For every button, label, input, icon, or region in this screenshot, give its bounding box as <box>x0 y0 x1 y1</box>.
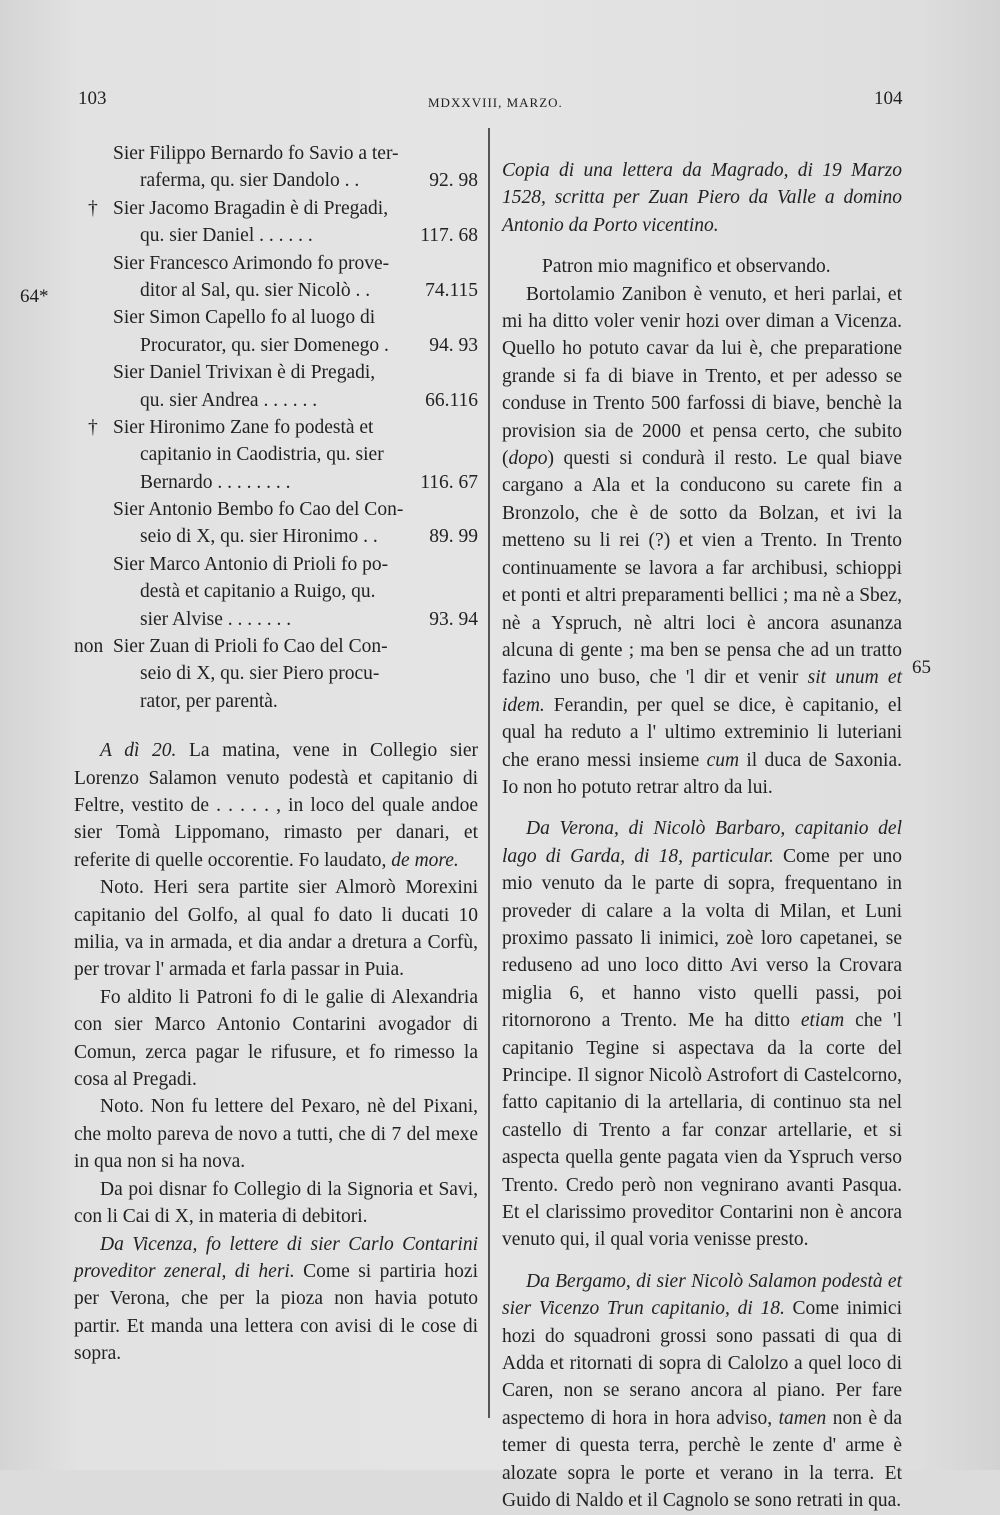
senator-line: Sier Jacomo Bragadin è di Pregadi, <box>113 197 389 219</box>
margin-note-left: 64* <box>20 286 49 307</box>
vote-count: 117. 68 <box>420 225 478 247</box>
senator-line: qu. sier Daniel . . . . . . <box>140 225 313 247</box>
senator-entry <box>100 304 478 359</box>
senator-line: Sier Marco Antonio di Prioli fo po- <box>113 553 389 575</box>
dagger-mark: † <box>88 197 98 219</box>
non-mark: non <box>74 636 104 658</box>
column-divider <box>488 128 490 1418</box>
senator-line: ditor al Sal, qu. sier Nicolò . . <box>140 279 371 301</box>
senator-entry <box>88 414 478 496</box>
letter-heading: Copia di una lettera da Magrado, di 19 Marzo 1528, scritta per Zuan Piero da Valle a domino Antonio da Porto vicentino. <box>502 160 902 236</box>
senator-line: sier Alvise . . . . . . . <box>140 608 292 630</box>
left-column <box>74 140 478 1368</box>
vote-count: 66.116 <box>425 389 478 411</box>
left-paragraph: Noto. Non fu lettere del Pexaro, nè del Pixani, che molto pareva de novo a tutti, che di 7 del mexe in qua non si ha nova. <box>74 1096 478 1173</box>
right-page-number: 104 <box>874 88 903 109</box>
vote-count: 74.115 <box>425 279 478 301</box>
left-paragraph: Da poi disnar fo Collegio di la Signoria et Savi, con li Cai di X, in materia di debitori. <box>74 1178 478 1228</box>
senator-line: destà et capitanio a Ruigo, qu. <box>140 581 376 603</box>
vote-count: 94. 93 <box>429 334 478 356</box>
vote-count: 89. 99 <box>429 526 478 548</box>
right-column <box>502 157 902 1515</box>
right-paragraph: Da Verona, di Nicolò Barbaro, capitanio del lago di Garda, di 18, particular. Come per uno mio venuto da le parte di sopra, frequentano in proveder di calare a la volta di Milan, et Luni proximo passato li inimici, zoè loro capetanei, se reduseno ad uno loco ditto Avi verso la Crovara miglia 6, et hanno visto quelli passi, poi ritornorono a Trento. Me ha ditto etiam che 'l capitanio Tegine si aspectava da la corte del Principe. Il signor Nicolò Astrofort di Castelcorno, fatto capitanio di la artellaria, di continuo sta nel castello di Trento a far conzar artellarie, et si aspecta quella gente pagata vien da Yspruch verso Trento. Credo però non vegnirano avanti Pasqua. Et el clarissimo proveditor Contarini non è ancora venuto qui, il qual voria venisse presto. <box>502 818 902 1251</box>
senator-line: Sier Francesco Arimondo fo prove- <box>113 252 390 274</box>
senator-line: raferma, qu. sier Dandolo . . <box>140 170 360 192</box>
senator-entry <box>100 140 478 195</box>
senator-line: rator, per parentà. <box>140 690 278 712</box>
left-paragraph: A dì 20. La matina, vene in Collegio sier Lorenzo Salamon venuto podestà et capitanio di Feltre, vestito de . . . . . , in loco del quale andoe sier Tomà Lippomano, rimasto per danari, et referite di quelle occorentie. Fo laudato, de more. <box>74 740 478 871</box>
senator-list <box>74 140 478 715</box>
running-title: MDXXVIII, MARZO. <box>428 95 563 110</box>
senator-entry <box>100 359 478 414</box>
senator-line: Sier Daniel Trivixan è di Pregadi, <box>113 362 376 384</box>
right-paragraph: Bortolamio Zanibon è venuto, et heri parlai, et mi ha ditto voler venir hozi over diman a Vicenza. Quello ho potuto cavar da lui è, che preparatione grande si fa di biave in Trento, et per adesso se conduse in Trento 500 farfossi di biave, benchè la provision sia de 2000 et pensa certo, che subito (dopo) questi si condurà il resto. Le qual biave cargano a Ala et la conducono su carete fin a Bronzolo, che è de sotto da Bolzan, et ivi la metteno su li rei (?) et vien a Trento. In Trento continuamente se lavora a far archibusi, schioppi et ponti et altri preparamenti bellici ; ma nè a Sbez, nè a Yspruch, nè altri loci è ancora asunanza alcuna di gente ; ma ben se pensa che ad un tratto fazino uno buso, che 'l dir et venir sit unum et idem. Ferandin, per quel se dice, è capitanio, el qual ha reduto a l' ultimo extreminio li luteriani che erano messi insieme cum il duca de Saxonia. Io non ho potuto retrar altro da lui. <box>502 283 902 798</box>
senator-line: seio di X, qu. sier Hironimo . . <box>140 526 378 548</box>
senator-line: Sier Antonio Bembo fo Cao del Con- <box>113 499 404 521</box>
senator-line: seio di X, qu. sier Piero procu- <box>140 663 380 685</box>
left-paragraph: Noto. Heri sera partite sier Almorò Morexini capitanio del Golfo, al qual fo dato li ducati 10 milia, va in armada, et dia andar a dretura a Corfù, per trovar l' armada et farla passar in Puia. <box>74 877 478 981</box>
vote-count: 92. 98 <box>429 170 478 192</box>
senator-entry <box>100 551 478 633</box>
left-paragraphs <box>74 737 478 1367</box>
vote-count: 116. 67 <box>420 471 478 493</box>
senator-entry <box>88 195 478 250</box>
senator-line: Procurator, qu. sier Domenego . <box>140 334 389 356</box>
senator-line: Sier Filippo Bernardo fo Savio a ter- <box>113 143 399 164</box>
senator-entry <box>100 250 478 305</box>
senator-line: capitanio in Caodistria, qu. sier <box>140 444 384 466</box>
senator-line: Sier Hironimo Zane fo podestà et <box>113 416 374 438</box>
left-paragraph: Fo aldito li Patroni fo di le galie di Alexandria con sier Marco Antonio Contarini avogador di Comun, zerca pagar le rifusure, et fo rimesso la cosa al Pregadi. <box>74 986 478 1091</box>
senator-line: Sier Zuan di Prioli fo Cao del Con- <box>113 636 388 658</box>
margin-note-right: 65 <box>912 657 931 678</box>
senator-entry <box>100 496 478 551</box>
left-paragraph: Da Vicenza, fo lettere di sier Carlo Contarini proveditor zeneral, di heri. Come si partiria hozi per Verona, che per la pioza non havia potuto partir. Et manda una lettera con avisi di le cose di sopra. <box>74 1233 478 1365</box>
senator-line: Bernardo . . . . . . . . <box>140 471 291 493</box>
dagger-mark: † <box>88 416 98 438</box>
vote-count: 93. 94 <box>429 608 478 630</box>
left-page-number: 103 <box>78 88 107 109</box>
senator-line: Sier Simon Capello fo al luogo di <box>113 307 376 329</box>
right-paragraphs <box>502 281 902 1515</box>
senator-entry <box>74 633 478 715</box>
right-paragraph: Da Bergamo, di sier Nicolò Salamon podestà et sier Vicenzo Trun capitanio, di 18. Come inimici hozi do squadroni grossi sono passati di qua di Adda et ritornati di sopra di Calolzo a quel loco di Caren, non se serano ancora al piano. Per fare aspectemo di hora in hora adviso, tamen non è da temer di questa terra, perchè le zente d' arme è alozate sopra le porte et verano in la terra. Et Guido di Naldo et il Cagnolo se sono retrati in qua. <box>502 1270 902 1512</box>
letter-salutation: Patron mio magnifico et observando. <box>542 256 831 278</box>
senator-line: qu. sier Andrea . . . . . . <box>140 389 318 411</box>
